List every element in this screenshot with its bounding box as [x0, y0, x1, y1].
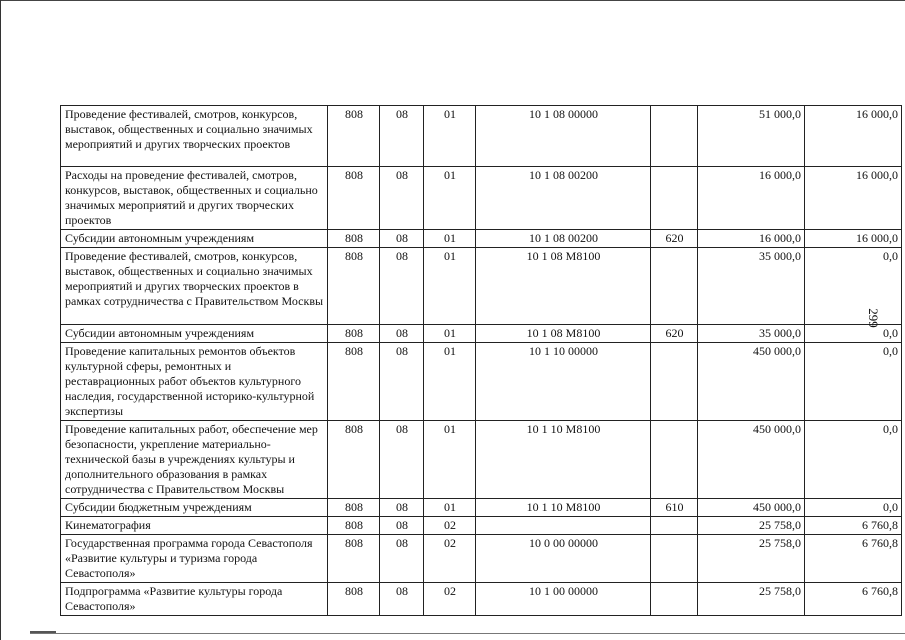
row-ministry-code: 808: [328, 517, 380, 535]
row-sum-2: 6 760,8: [805, 535, 902, 583]
row-section-code: 08: [380, 421, 424, 499]
row-subsection-code: 01: [424, 499, 476, 517]
budget-table: [60, 105, 902, 616]
row-sum-1: 25 758,0: [698, 517, 805, 535]
row-target-code: 10 1 10 M8100: [476, 421, 651, 499]
table-row: [61, 517, 902, 535]
row-ministry-code: 808: [328, 421, 380, 499]
row-expense-type: [651, 106, 698, 167]
row-target-code: 10 1 08 M8100: [476, 248, 651, 325]
table-row: [61, 499, 902, 517]
row-name: Подпрограмма «Развитие культуры города Севастополя»: [61, 583, 328, 616]
budget-table-body: [61, 106, 902, 616]
row-expense-type: [651, 248, 698, 325]
row-section-code: 08: [380, 325, 424, 343]
row-ministry-code: 808: [328, 499, 380, 517]
row-ministry-code: 808: [328, 535, 380, 583]
row-target-code: 10 1 08 00000: [476, 106, 651, 167]
row-expense-type: [651, 517, 698, 535]
table-row: [61, 167, 902, 230]
page-number: 299: [866, 308, 881, 328]
row-subsection-code: 02: [424, 535, 476, 583]
row-ministry-code: 808: [328, 325, 380, 343]
row-subsection-code: 01: [424, 325, 476, 343]
row-sum-2: 16 000,0: [805, 167, 902, 230]
row-subsection-code: 01: [424, 343, 476, 421]
row-target-code: 10 1 00 00000: [476, 583, 651, 616]
row-ministry-code: 808: [328, 167, 380, 230]
row-expense-type: [651, 535, 698, 583]
table-row: [61, 325, 902, 343]
row-sum-2: 6 760,8: [805, 517, 902, 535]
row-ministry-code: 808: [328, 230, 380, 248]
table-row: [61, 343, 902, 421]
row-sum-2: 0,0: [805, 325, 902, 343]
row-section-code: 08: [380, 583, 424, 616]
table-row: [61, 106, 902, 167]
row-sum-1: 35 000,0: [698, 325, 805, 343]
row-ministry-code: 808: [328, 248, 380, 325]
row-sum-2: 16 000,0: [805, 230, 902, 248]
row-sum-2: 0,0: [805, 343, 902, 421]
row-expense-type: [651, 421, 698, 499]
row-sum-2: 0,0: [805, 248, 902, 325]
row-name: Расходы на проведение фестивалей, смотров, конкурсов, выставок, общественных и социально значимых мероприятий и других творческих проектов: [61, 167, 328, 230]
row-name: Проведение капитальных ремонтов объектов культурной сферы, ремонтных и реставрационных работ объектов культурного наследия, государственной историко-культурной экспертизы: [61, 343, 328, 421]
scan-edge-top: [0, 0, 905, 1]
row-target-code: 10 1 10 M8100: [476, 499, 651, 517]
row-section-code: 08: [380, 535, 424, 583]
row-sum-2: 0,0: [805, 499, 902, 517]
table-row: [61, 421, 902, 499]
row-expense-type: [651, 167, 698, 230]
row-sum-1: 450 000,0: [698, 343, 805, 421]
row-subsection-code: 02: [424, 517, 476, 535]
row-expense-type: [651, 583, 698, 616]
row-expense-type: [651, 343, 698, 421]
row-sum-1: 25 758,0: [698, 583, 805, 616]
row-sum-1: 35 000,0: [698, 248, 805, 325]
row-name: Государственная программа города Севастополя «Развитие культуры и туризма города Севастополя»: [61, 535, 328, 583]
row-target-code: 10 1 08 M8100: [476, 325, 651, 343]
row-subsection-code: 01: [424, 106, 476, 167]
row-sum-1: 450 000,0: [698, 421, 805, 499]
row-expense-type: 620: [651, 230, 698, 248]
row-section-code: 08: [380, 167, 424, 230]
row-sum-1: 51 000,0: [698, 106, 805, 167]
row-subsection-code: 01: [424, 421, 476, 499]
row-section-code: 08: [380, 248, 424, 325]
row-sum-1: 25 758,0: [698, 535, 805, 583]
row-name: Субсидии автономным учреждениям: [61, 325, 328, 343]
row-target-code: 10 0 00 00000: [476, 535, 651, 583]
row-section-code: 08: [380, 343, 424, 421]
row-name: Субсидии бюджетным учреждениям: [61, 499, 328, 517]
row-name: Проведение фестивалей, смотров, конкурсов, выставок, общественных и социально значимых мероприятий и других творческих проектов: [61, 106, 328, 167]
table-row: [61, 248, 902, 325]
row-section-code: 08: [380, 499, 424, 517]
row-expense-type: 620: [651, 325, 698, 343]
row-target-code: 10 1 10 00000: [476, 343, 651, 421]
row-ministry-code: 808: [328, 106, 380, 167]
row-target-code: 10 1 08 00200: [476, 230, 651, 248]
table-row: [61, 535, 902, 583]
row-section-code: 08: [380, 106, 424, 167]
row-name: Проведение капитальных работ, обеспечение мер безопасности, укрепление материально-технической базы в учреждениях культуры и дополнительного образования в рамках сотрудничества с Правительством Москвы: [61, 421, 328, 499]
row-subsection-code: 01: [424, 230, 476, 248]
row-sum-2: 0,0: [805, 421, 902, 499]
row-subsection-code: 01: [424, 248, 476, 325]
row-ministry-code: 808: [328, 583, 380, 616]
row-ministry-code: 808: [328, 343, 380, 421]
row-expense-type: 610: [651, 499, 698, 517]
table-row: [61, 583, 902, 616]
row-section-code: 08: [380, 517, 424, 535]
row-subsection-code: 01: [424, 167, 476, 230]
scan-edge-left: [0, 0, 1, 640]
row-name: Проведение фестивалей, смотров, конкурсов, выставок, общественных и социально значимых мероприятий и других творческих проектов в рамках сотрудничества с Правительством Москвы: [61, 248, 328, 325]
row-sum-1: 450 000,0: [698, 499, 805, 517]
row-name: Кинематография: [61, 517, 328, 535]
scan-edge-bottom: [30, 633, 905, 634]
row-sum-1: 16 000,0: [698, 167, 805, 230]
row-name: Субсидии автономным учреждениям: [61, 230, 328, 248]
row-target-code: 10 1 08 00200: [476, 167, 651, 230]
row-sum-1: 16 000,0: [698, 230, 805, 248]
row-subsection-code: 02: [424, 583, 476, 616]
row-section-code: 08: [380, 230, 424, 248]
row-sum-2: 6 760,8: [805, 583, 902, 616]
row-target-code: [476, 517, 651, 535]
scan-mark: [30, 631, 56, 633]
row-sum-2: 16 000,0: [805, 106, 902, 167]
table-row: [61, 230, 902, 248]
